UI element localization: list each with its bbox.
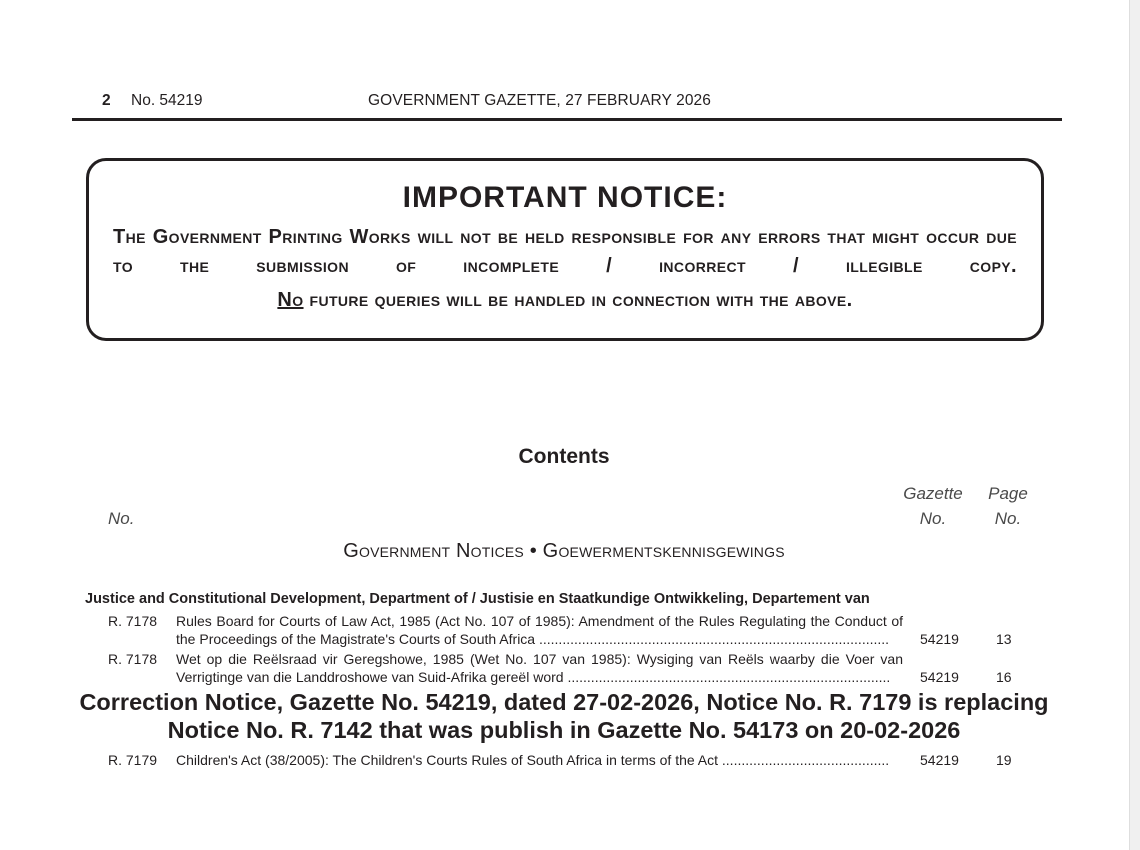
column-header-gazette-line1: Gazette [903,484,963,503]
entry-gazette-no: 54219 [920,752,959,768]
entry-page-no: 16 [996,669,1012,685]
entry-gazette-no: 54219 [920,631,959,647]
header-rule [72,118,1062,121]
entry-gazette-no: 54219 [920,669,959,685]
notice-queries-text: future queries will be handled in connection with the above. [303,289,853,311]
notice-no-emphasis: No [277,289,304,311]
department-heading: Justice and Constitutional Development, Department of / Justisie en Staatkundige Ontwikkeling, Departement van [85,591,870,607]
entry-title-line1: Wet op die Reëlsraad vir Geregshowe, 1985 (Wet No. 107 van 1985): Wysiging van Reëls waarby die Voer van [176,651,903,667]
contents-title: Contents [518,445,610,468]
notice-queries-line [89,289,1041,312]
gazette-number: No. 54219 [131,92,203,109]
page-number: 2 [102,92,111,109]
correction-line1: Correction Notice, Gazette No. 54219, dated 27-02-2026, Notice No. R. 7179 is replacing [79,689,1049,715]
entry-notice-no: R. 7178 [108,651,158,667]
entry-title-line1: Rules Board for Courts of Law Act, 1985 (Act No. 107 of 1985): Amendment of the Rules Regulating the Conduct of [176,613,903,629]
entry-page-no: 19 [996,752,1012,768]
important-notice-box [86,158,1044,341]
entry-title: Children's Act (38/2005): The Children's Courts Rules of South Africa in terms of the Act ..... [176,751,889,769]
entry-title-line2: the Proceedings of the Magistrate's Courts of South Africa ..... [176,630,889,648]
column-header-page [982,481,1034,531]
correction-notice [0,688,1128,744]
notice-body: The Government Printing Works will not be held responsible for any errors that might occur due to the submission of incomplete / incorrect / illegible copy. [113,226,1017,277]
correction-line2: Notice No. R. 7142 that was publish in Gazette No. 54173 on 20-02-2026 [167,717,961,743]
entry-title-line2: Verrigtinge van die Landdroshowe van Suid-Afrika gereël word ..... [176,668,889,686]
column-header-no: No. [108,509,135,528]
gazette-title: GOVERNMENT GAZETTE, 27 FEBRUARY 2026 [368,92,711,109]
entry-notice-no: R. 7178 [108,613,158,629]
column-header-gazette-line2: No. [919,509,947,528]
section-title: Government Notices • Goewermentskennisgewings [343,540,785,562]
column-header-page-line2: No. [994,509,1022,528]
column-header-gazette [898,481,968,531]
column-header-page-line1: Page [988,484,1028,503]
entry-page-no: 13 [996,631,1012,647]
notice-title: IMPORTANT NOTICE: [402,181,728,214]
entry-notice-no: R. 7179 [108,752,158,768]
vertical-scrollbar[interactable] [1129,0,1140,850]
